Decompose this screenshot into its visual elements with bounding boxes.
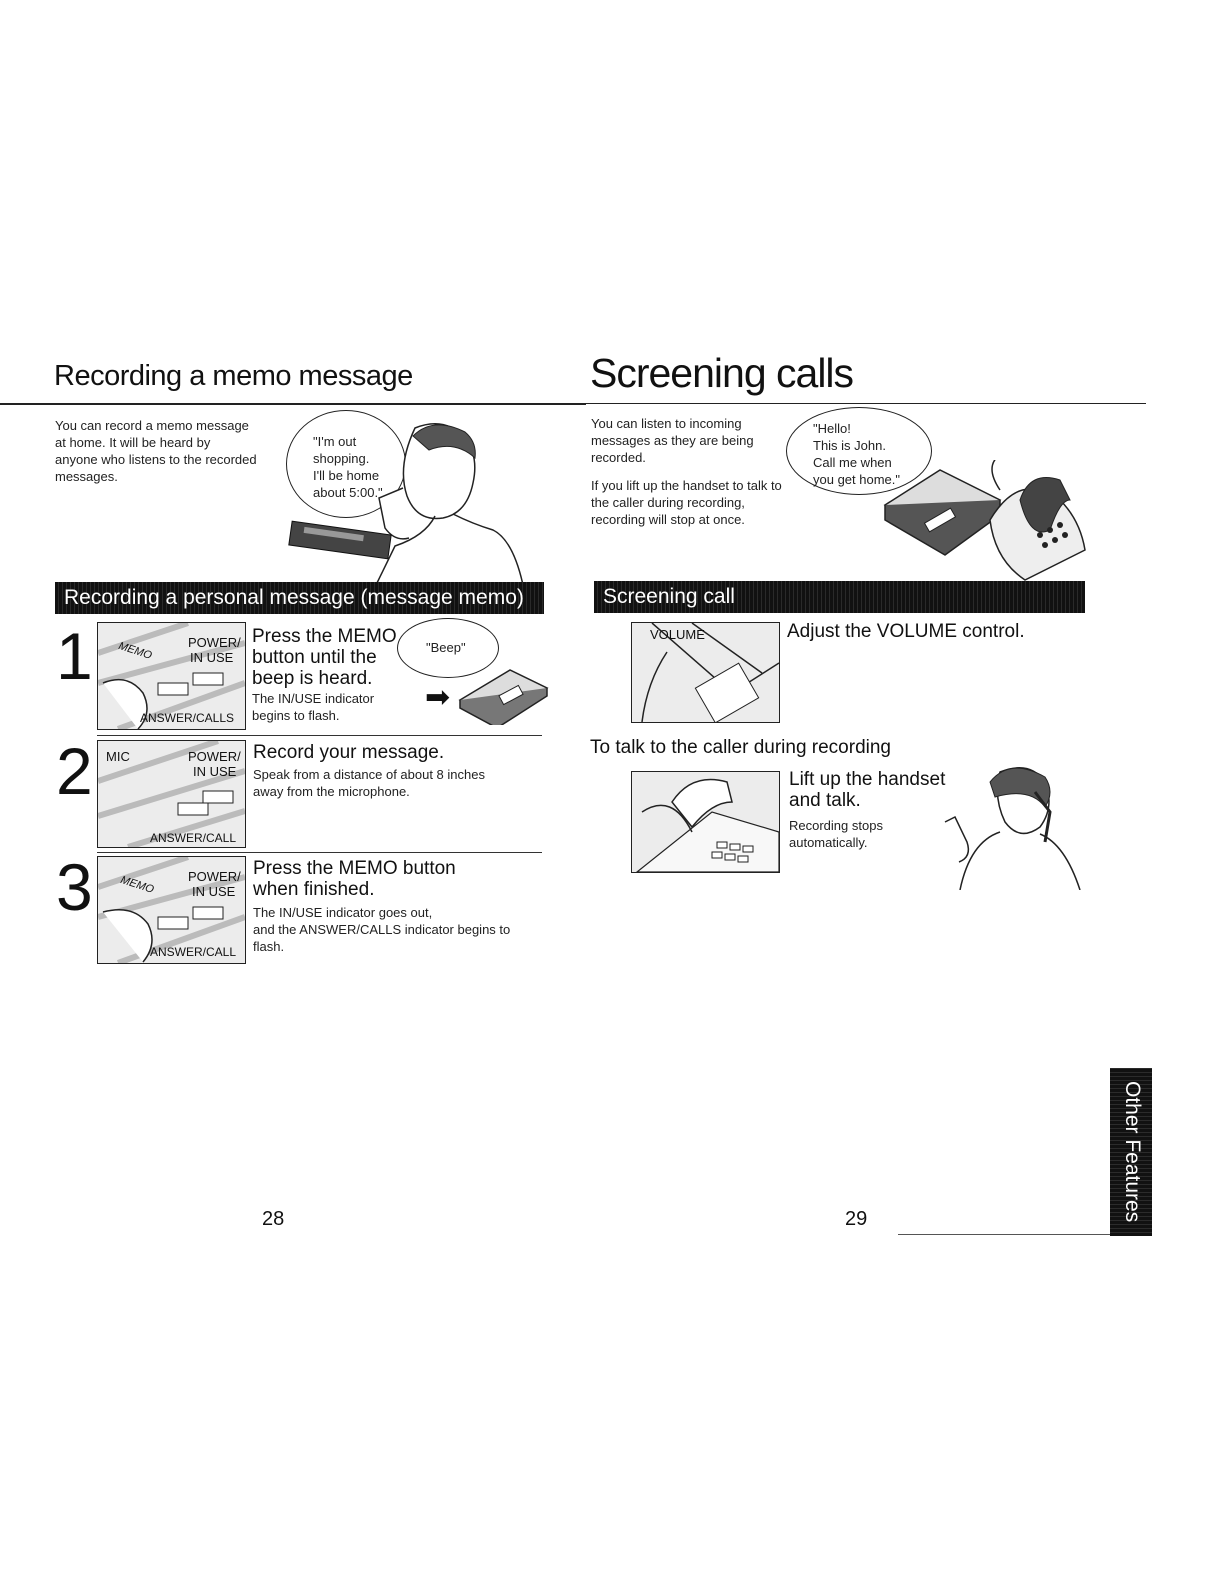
right-intro-line: recorded.: [591, 450, 646, 465]
step-heading-line: when finished.: [253, 879, 375, 900]
left-intro-line: messages.: [55, 469, 118, 484]
right-title-rule: [586, 403, 1146, 404]
step-sub-line: The IN/USE indicator goes out,: [253, 905, 433, 920]
step-number: 3: [56, 850, 93, 924]
woman-on-phone-illustration: [940, 762, 1085, 890]
page-footer-rule: [898, 1234, 1113, 1235]
left-intro-line: at home. It will be heard by: [55, 435, 211, 450]
img-label-power: POWER/: [188, 635, 241, 650]
right-intro-1: [591, 415, 791, 466]
img-label-in-use: IN USE: [190, 650, 234, 665]
step-sub-line: automatically.: [789, 835, 868, 850]
step-2-heading: Record your message.: [253, 742, 445, 763]
left-page-title: Recording a memo message: [54, 360, 413, 392]
img-label-power: POWER/: [188, 749, 241, 764]
step-3-subtext: [253, 904, 543, 955]
bubble-line: I'll be home: [313, 468, 380, 483]
step-heading-line: button until the: [252, 647, 377, 668]
step-sub-line: away from the microphone.: [253, 784, 410, 799]
right-intro-line: messages as they are being: [591, 433, 754, 448]
step-divider: [97, 852, 542, 853]
step-sub-line: Speak from a distance of about 8 inches: [253, 767, 485, 782]
bubble-line: about 5:00.": [313, 485, 383, 500]
left-intro: [55, 417, 285, 485]
step-1-device-image: [97, 622, 246, 730]
img-label-power: POWER/: [188, 869, 241, 884]
bubble-line: shopping.: [313, 451, 370, 466]
step-heading-line: and talk.: [789, 790, 861, 811]
img-label-memo: MEMO: [116, 640, 154, 662]
side-tab-other-features[interactable]: Other Features: [1110, 1068, 1152, 1236]
talk-step-subtext: [789, 817, 939, 851]
section-bar-message-memo: Recording a personal message (message memo): [55, 582, 544, 614]
bubble-line: This is John.: [813, 438, 886, 453]
handset-device-image: [631, 771, 780, 873]
volume-device-image: [631, 622, 780, 723]
step-sub-line: begins to flash.: [252, 708, 340, 723]
left-intro-line: anyone who listens to the recorded: [55, 452, 257, 467]
img-label-answer-call: ANSWER/CALL: [150, 945, 237, 959]
img-label-in-use: IN USE: [192, 884, 236, 899]
img-label-volume: VOLUME: [650, 627, 705, 642]
step-sub-line: and the ANSWER/CALLS indicator begins to: [253, 922, 511, 937]
img-label-memo: MEMO: [118, 874, 156, 896]
step-heading-line: Press the MEMO button: [253, 858, 456, 879]
right-intro-line: recording will stop at once.: [591, 512, 745, 527]
step-sub-line: Recording stops: [789, 818, 883, 833]
woman-illustration: [285, 418, 545, 583]
right-page-title: Screening calls: [590, 350, 854, 396]
step-number: 1: [56, 619, 93, 693]
bubble-line: "Hello!: [813, 421, 851, 436]
step-3-device-image: [97, 856, 246, 964]
speech-bubble-beep-text: "Beep": [426, 640, 466, 655]
page-number-right: 29: [845, 1208, 868, 1230]
step-1-heading: [252, 626, 412, 689]
step-1-subtext: [252, 690, 412, 724]
right-intro-2: [591, 477, 811, 528]
step-3-heading: [253, 858, 543, 900]
img-label-in-use: IN USE: [193, 764, 237, 779]
talk-heading: To talk to the caller during recording: [590, 737, 891, 758]
step-heading-line: beep is heard.: [252, 668, 373, 689]
right-intro-line: If you lift up the handset to talk to: [591, 478, 782, 493]
step-sub-line: The IN/USE indicator: [252, 691, 375, 706]
bubble-line: you get home.": [813, 472, 901, 487]
step-heading-line: Lift up the handset: [789, 769, 946, 790]
talk-step-heading: [789, 769, 959, 811]
img-label-mic: MIC: [106, 749, 130, 764]
step-sub-line: flash.: [253, 939, 285, 954]
bubble-line: Call me when: [813, 455, 892, 470]
page-number-left: 28: [262, 1208, 285, 1230]
right-intro-line: You can listen to incoming: [591, 416, 742, 431]
left-title-rule: [0, 403, 586, 405]
step-2-subtext: [253, 766, 543, 800]
step-2-device-image: [97, 740, 246, 848]
left-intro-line: You can record a memo message: [55, 418, 249, 433]
volume-step-text: Adjust the VOLUME control.: [787, 621, 1025, 642]
right-intro-line: the caller during recording,: [591, 495, 745, 510]
speech-bubble-hello-text: [813, 420, 933, 488]
step-heading-line: Press the MEMO: [252, 626, 397, 647]
bubble-line: "I'm out: [313, 434, 357, 449]
img-label-answer-call: ANSWER/CALL: [150, 831, 237, 845]
arrow-right-icon: ➡: [425, 681, 451, 714]
img-label-answer-calls: ANSWER/CALLS: [140, 711, 235, 725]
step-divider: [97, 735, 542, 736]
answering-machine-icon: [455, 660, 550, 725]
section-bar-screening-call: Screening call: [594, 581, 1085, 613]
step-number: 2: [56, 734, 93, 808]
